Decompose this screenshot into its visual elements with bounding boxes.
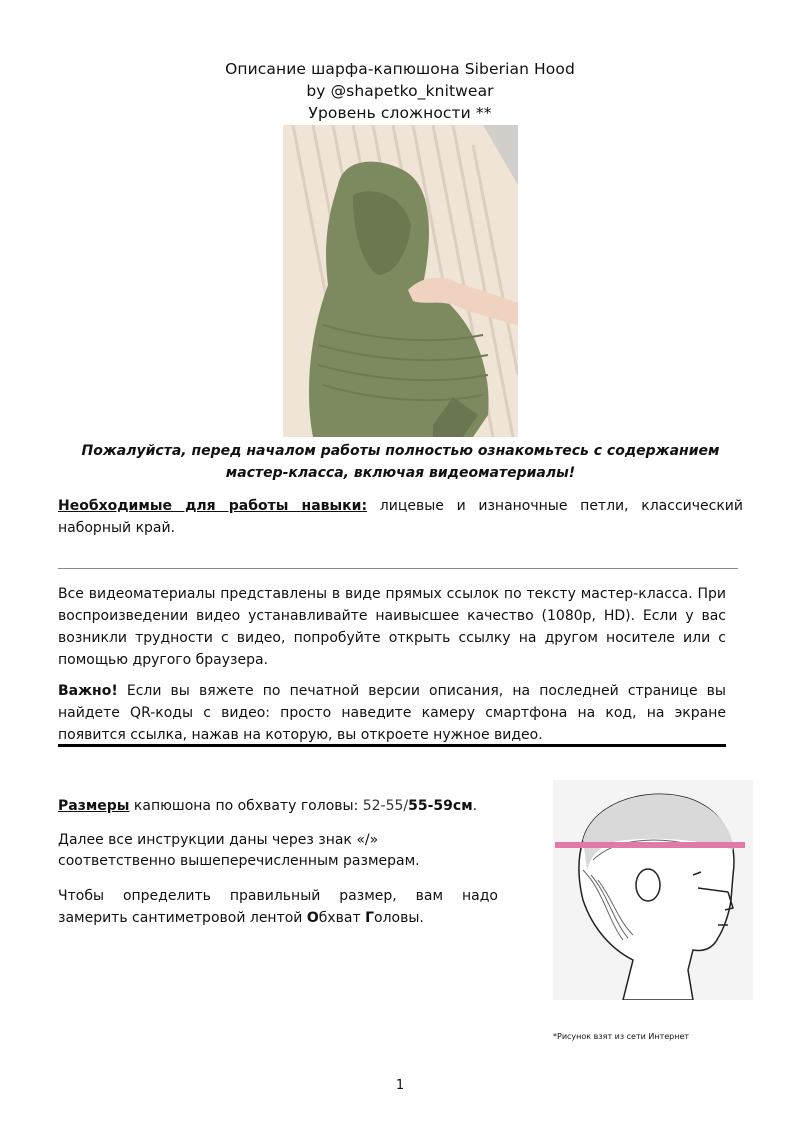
skills-text: лицевые и изнаночные петли, классический наборный край.: [58, 498, 743, 536]
measure-paragraph: [58, 885, 498, 929]
notice-text: Пожалуйста, перед началом работы полностью ознакомьтесь с содержанием мастер-класса, включая видеоматериалы!: [81, 443, 720, 481]
document-title: Описание шарфа-капюшона Siberian Hood: [225, 60, 575, 78]
instructions-note: Далее все инструкции даны через знак «/» соответственно вышеперечисленным размерам.: [58, 832, 420, 869]
sizes-text: капюшона по обхвату головы:: [129, 798, 363, 814]
skills-paragraph: [58, 495, 743, 539]
measure-text-2: бхват: [318, 910, 366, 926]
important-text: Если вы вяжете по печатной версии описания, на последней странице вы найдете QR-коды с видео: просто наведите камеру смартфона на код, на экране появится ссылка, нажав на которую, вы откроете нужное видео.: [58, 683, 726, 743]
measure-text-3: оловы.: [374, 910, 424, 926]
skills-label: Необходимые для работы навыки:: [58, 498, 368, 514]
divider-line: [58, 568, 738, 569]
sizes-label: Размеры: [58, 798, 130, 814]
author-line: by @shapetko_knitwear: [306, 82, 494, 100]
sizes-line: [58, 795, 498, 817]
head-measurement-illustration: [553, 780, 753, 1000]
size-range-a: 52-55/: [362, 798, 409, 814]
important-label: Важно!: [58, 683, 118, 699]
knitted-hood-photo: [283, 125, 518, 437]
difficulty-line: Уровень сложности **: [308, 104, 492, 122]
image-caption: *Рисунок взят из сети Интернет: [553, 1032, 690, 1041]
thick-divider: [58, 744, 726, 747]
sizes-end: .: [472, 798, 478, 814]
video-info-paragraph: Все видеоматериалы представлены в виде прямых ссылок по тексту мастер-класса. При воспроизведении видео устанавливайте наивысшее качество (1080p, HD). Если у вас возникли трудности с видео, попробуйте открыть ссылку на другом носителе или с помощью другого браузера.: [58, 586, 726, 668]
important-paragraph: [58, 680, 726, 746]
size-range-b: 55-59см: [408, 798, 473, 814]
measure-g-bold: Г: [365, 910, 375, 926]
page-number: 1: [395, 1078, 405, 1093]
measure-o-bold: О: [306, 910, 319, 926]
measure-text-1: Чтобы определить правильный размер, вам надо замерить сантиметровой лентой: [58, 888, 498, 926]
